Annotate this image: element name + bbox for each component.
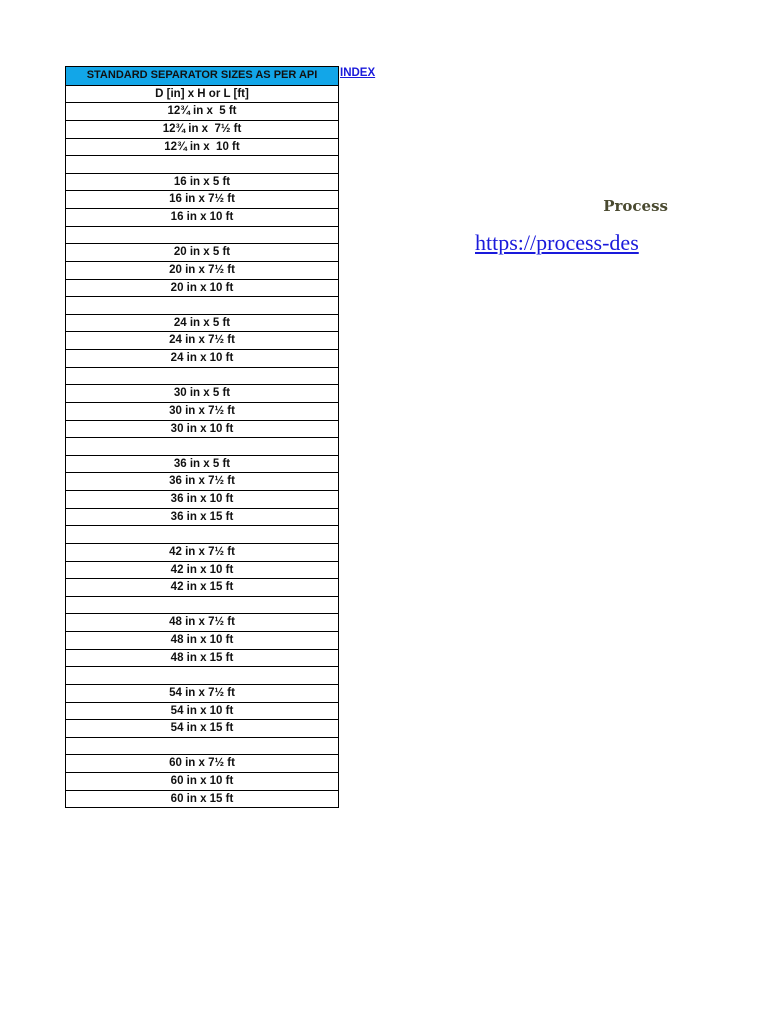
table-row: 60 in x 15 ft	[66, 790, 338, 808]
table-row: 24 in x 5 ft	[66, 314, 338, 332]
table-row: 30 in x 10 ft	[66, 420, 338, 438]
table-row: 60 in x 7½ ft	[66, 754, 338, 772]
table-row: 12¾ in x 7½ ft	[66, 120, 338, 138]
website-link[interactable]: https://process-des	[475, 230, 639, 255]
table-row: 36 in x 5 ft	[66, 455, 338, 473]
table-row: 36 in x 7½ ft	[66, 472, 338, 490]
table-row: 54 in x 7½ ft	[66, 684, 338, 702]
separator-sizes-table	[65, 66, 339, 808]
column-header: D [in] x H or L [ft]	[66, 85, 338, 103]
table-row: 42 in x 15 ft	[66, 578, 338, 596]
table-row: 24 in x 7½ ft	[66, 331, 338, 349]
brand-area	[440, 190, 668, 260]
table-row: 30 in x 5 ft	[66, 384, 338, 402]
table-row: 42 in x 10 ft	[66, 561, 338, 579]
table-row: 16 in x 5 ft	[66, 173, 338, 191]
table-title: STANDARD SEPARATOR SIZES AS PER API	[66, 67, 338, 85]
table-row: 20 in x 5 ft	[66, 243, 338, 261]
table-row: 48 in x 7½ ft	[66, 613, 338, 631]
table-row	[66, 596, 338, 614]
table-row: 48 in x 15 ft	[66, 649, 338, 667]
table-row: 30 in x 7½ ft	[66, 402, 338, 420]
table-row	[66, 226, 338, 244]
table-row	[66, 296, 338, 314]
table-row: 48 in x 10 ft	[66, 631, 338, 649]
index-link[interactable]: INDEX	[340, 67, 376, 79]
table-row: 54 in x 10 ft	[66, 702, 338, 720]
table-row: 36 in x 15 ft	[66, 508, 338, 526]
table-row: 36 in x 10 ft	[66, 490, 338, 508]
table-row: 12¾ in x 10 ft	[66, 138, 338, 156]
table-row: 60 in x 10 ft	[66, 772, 338, 790]
table-row	[66, 367, 338, 385]
table-row	[66, 437, 338, 455]
table-row: 12¾ in x 5 ft	[66, 102, 338, 120]
table-row	[66, 666, 338, 684]
table-row: 42 in x 7½ ft	[66, 543, 338, 561]
table-row	[66, 155, 338, 173]
table-row: 24 in x 10 ft	[66, 349, 338, 367]
table-row: 20 in x 10 ft	[66, 279, 338, 297]
table-row	[66, 525, 338, 543]
table-row: 16 in x 10 ft	[66, 208, 338, 226]
table-row: 54 in x 15 ft	[66, 719, 338, 737]
table-row: 20 in x 7½ ft	[66, 261, 338, 279]
table-row: 16 in x 7½ ft	[66, 190, 338, 208]
brand-title: Process	[603, 197, 668, 215]
table-row	[66, 737, 338, 755]
